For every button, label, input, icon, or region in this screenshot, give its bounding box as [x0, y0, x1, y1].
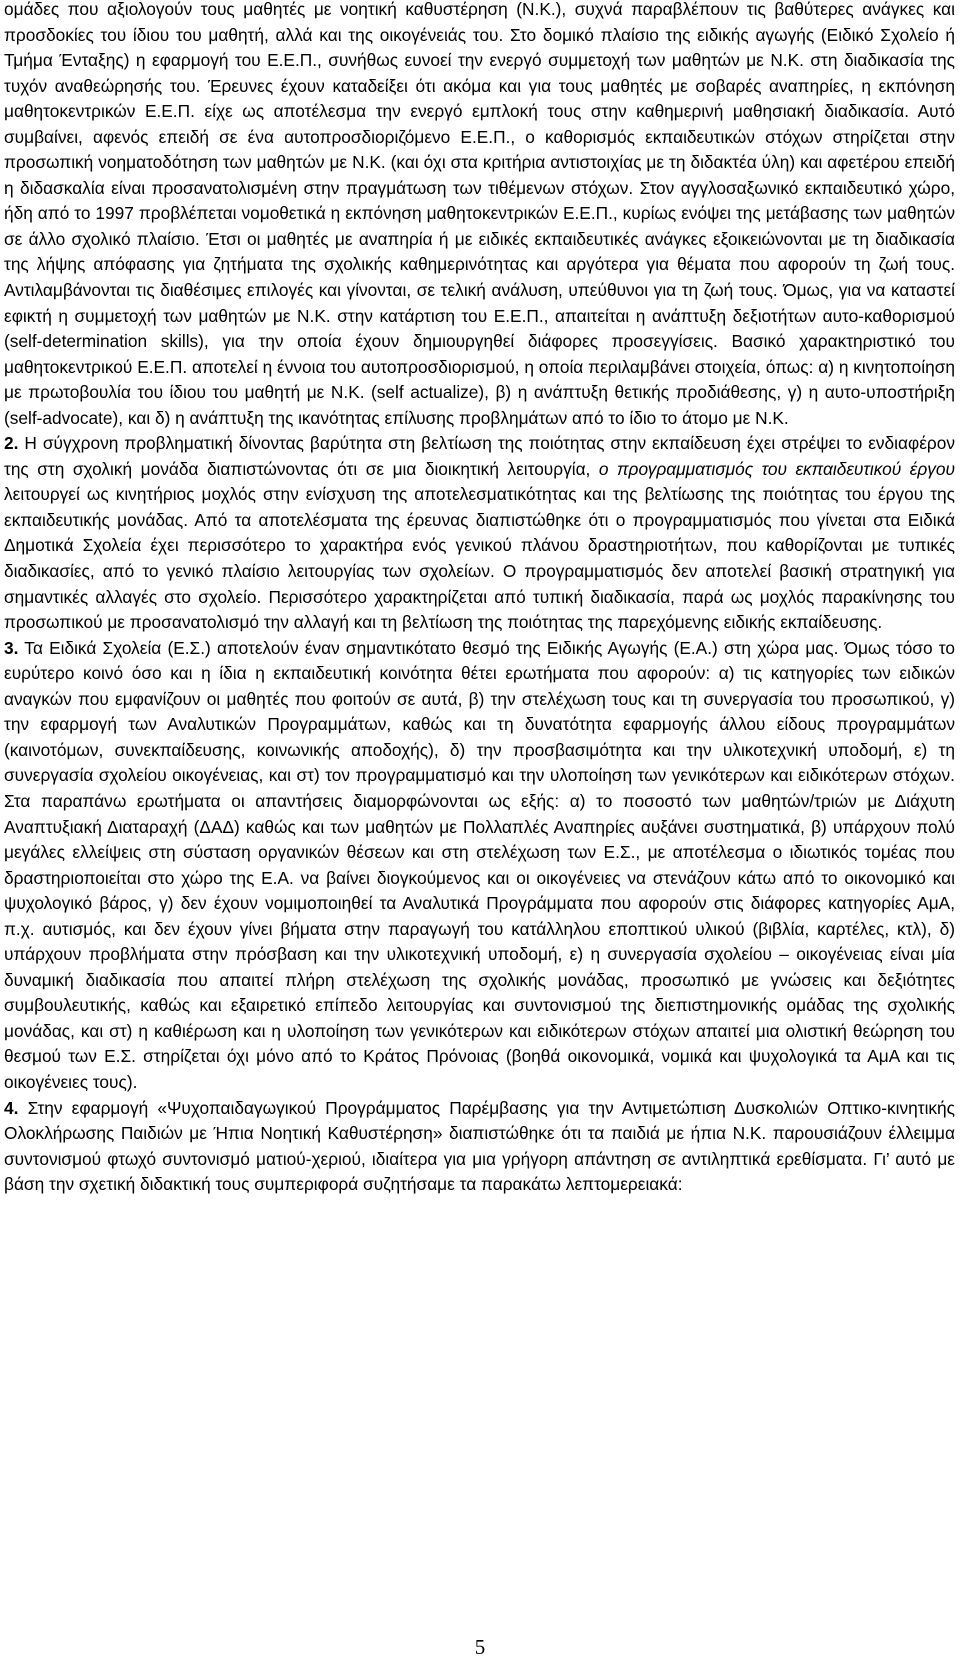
paragraph-3	[4, 636, 955, 1096]
body-text	[4, 0, 955, 1198]
paragraph-2-text-start: Η σύγχρονη προβληματική δίνοντας βαρύτητα στη βελτίωση της ποιότητας στην εκπαίδευση έχει στρέψει το ενδιαφέρον της στη σχολική μονάδα διαπιστώνοντας ότι σε μια διοικητική λειτουργία,	[4, 433, 955, 479]
section-number-3: 3.	[4, 637, 19, 658]
section-number-2: 2.	[4, 433, 19, 454]
page-number: 5	[474, 1635, 486, 1659]
paragraph-4-text: Στην εφαρμογή «Ψυχοπαιδαγωγικού Προγράμματος Παρέμβασης για την Αντιμετώπιση Δυσκολιών Οπτικο-κινητικής Ολοκλήρωσης Παιδιών με Ήπια Νοητική Καθυστέρηση» διαπιστώθηκε ότι τα παιδιά με ήπια Ν.Κ. παρουσιάζουν έλλειμμα συντονισμού φτωχό συντονισμό ματιού-χεριού, ιδιαίτερα για μια γρήγορη απάντηση σε αντιληπτικά ερεθίσματα. Γι’ αυτό με βάση την σχετική διδακτική τους συμπεριφορά συζητήσαμε τα παρακάτω λεπτομερειακά:	[4, 1097, 955, 1195]
paragraph-3-text: Τα Ειδικά Σχολεία (Ε.Σ.) αποτελούν έναν σημαντικότατο θεσμό της Ειδικής Αγωγής (Ε.Α.) στη χώρα μας. Όμως τόσο το ευρύτερο κοινό όσο και η ίδια η εκπαιδευτική κοινότητα θέτει ερωτήματα που αφορούν: α) τις κατηγορίες των ειδικών αναγκών που εμφανίζουν οι μαθητές που φοιτούν σε αυτά, β) την στελέχωση τους και τη συνεργασία του προσωπικού, γ) την εφαρμογή των Αναλυτικών Προγραμμάτων, καθώς και τη δυνατότητα εφαρμογής άλλου είδους προγραμμάτων (καινοτόμων, συνεκπαίδευσης, κοινωνικής αποδοχής), δ) την προσβασιμότητα και την υλικοτεχνική υποδομή, ε) τη συνεργασία σχολείου οικογένειας, και στ) τον προγραμματισμό και την υλοποίηση των γενικότερων και ειδικότερων στόχων. Στα παραπάνω ερωτήματα οι απαντήσεις διαμορφώνονται ως εξής: α) το ποσοστό των μαθητών/τριών με Διάχυτη Αναπτυξιακή Διαταραχή (ΔΑΔ) καθώς και των μαθητών με Πολλαπλές Αναπηρίες αυξάνει συστηματικά, β) υπάρχουν πολύ μεγάλες ελλείψεις στη σύσταση οργανικών θέσεων και στη στελέχωση των Ε.Σ., με αποτέλεσμα ο ιδιωτικός τομέας που δραστηριοποιείται στο χώρο της Ε.Α. να βαίνει διογκούμενος και οι οικογένειες να στενάζουν κάτω από το οικονομικό και ψυχολογικό βάρος, γ) δεν έχουν νομιμοποιηθεί τα Αναλυτικά Προγράμματα που αφορούν στις διάφορες κατηγορίες ΑμΑ, π.χ. αυτισμός, και δεν έχουν γίνει βήματα στην παραγωγή του κατάλληλου εποπτικού υλικού (βιβλία, καρτέλες, κτλ), δ) υπάρχουν προβλήματα στην πρόσβαση και την υλικοτεχνική υποδομή, ε) η συνεργασία σχολείου – οικογένειας είναι μία δυναμική διαδικασία που απαιτεί πλήρη στελέχωση της σχολικής μονάδας, προσωπικό με γνώσεις και δεξιότητες συμβουλευτικής, καθώς και εξαιρετικό επίπεδο λειτουργίας και συντονισμού της διεπιστημονικής ομάδας της σχολικής μονάδας, και στ) η καθιέρωση και η υλοποίηση των γενικότερων και ειδικότερων στόχων απαιτεί μια ολιστική θεώρηση του θεσμού των Ε.Σ. στηρίζεται όχι μόνο από το Κράτος Πρόνοιας (βοηθά οικονομικά, νομικά και ψυχολογικά τα ΑμΑ και τις οικογένειες τους).	[4, 637, 955, 1092]
paragraph-2	[4, 431, 955, 635]
paragraph-2-italic-phrase: ο προγραμματισμός του εκπαιδευτικού έργου	[598, 458, 955, 479]
paragraph-1: ομάδες που αξιολογούν τους μαθητές με νοητική καθυστέρηση (Ν.Κ.), συχνά παραβλέπουν τις βαθύτερες ανάγκες και προσδοκίες του ίδιου του μαθητή, αλλά και της οικογένειάς του. Στο δομικό πλαίσιο της ειδικής αγωγής (Ειδικό Σχολείο ή Τμήμα Ένταξης) η εφαρμογή του Ε.Ε.Π., συνήθως ευνοεί την ενεργό συμμετοχή των μαθητών με Ν.Κ. στη διαδικασία της τυχόν αναθεώρησής του. Έρευνες έχουν καταδείξει ότι ακόμα και για τους μαθητές με σοβαρές αναπηρίες, η εκπόνηση μαθητοκεντρικών Ε.Ε.Π. είχε ως αποτέλεσμα την ενεργό εμπλοκή τους στην καθημερινή μαθησιακή διαδικασία. Αυτό συμβαίνει, αφενός επειδή σε ένα αυτοπροσδιοριζόμενο Ε.Ε.Π., ο καθορισμός εκπαιδευτικών στόχων στηρίζεται στην προσωπική νοηματοδότηση των μαθητών με Ν.Κ. (και όχι στα κριτήρια αντιστοιχίας με τη διδακτέα ύλη) και αφετέρου επειδή η διδασκαλία είναι προσανατολισμένη στην πραγμάτωση των τιθέμενων στόχων. Στον αγγλοσαξωνικό εκπαιδευτικό χώρο, ήδη από το 1997 προβλέπεται νομοθετικά η εκπόνηση μαθητοκεντρικών Ε.Ε.Π., κυρίως ενόψει της μετάβασης των μαθητών σε άλλο σχολικό πλαίσιο. Έτσι οι μαθητές με αναπηρία ή με ειδικές εκπαιδευτικές ανάγκες εξοικειώνονται με τη διαδικασία της λήψης απόφασης για ζητήματα της σχολικής καθημερινότητας και αργότερα για θέματα που αφορούν τη ζωή τους. Αντιλαμβάνονται τις διαθέσιμες επιλογές και γίνονται, σε τελική ανάλυση, υπεύθυνοι για τη ζωή τους. Όμως, για να καταστεί εφικτή η συμμετοχή των μαθητών με Ν.Κ. στην κατάρτιση του Ε.Ε.Π., απαιτείται η ανάπτυξη δεξιοτήτων αυτο-καθορισμού (self-determination skills), για την οποία έχουν δημιουργηθεί διάφορες προσεγγίσεις. Βασικό χαρακτηριστικό του μαθητοκεντρικού Ε.Ε.Π. αποτελεί η έννοια του αυτοπροσδιορισμού, η οποία περιλαμβάνει στοιχεία, όπως: α) η κινητοποίηση με πρωτοβουλία του ίδιου του μαθητή με Ν.Κ. (self actualize), β) η ανάπτυξη θετικής προδιάθεσης, γ) η αυτο-υποστήριξη (self-advocate), και δ) η ανάπτυξη της ικανότητας επίλυσης προβλημάτων από το ίδιο το άτομο με Ν.Κ.	[4, 0, 955, 428]
paragraph-2-text-end: λειτουργεί ως κινητήριος μοχλός στην ενίσχυση της αποτελεσματικότητας και της βελτίωσης της ποιότητας του έργου της εκπαιδευτικής μονάδας. Από τα αποτελέσματα της έρευνας διαπιστώθηκε ότι ο προγραμματισμός που γίνεται στα Ειδικά Δημοτικά Σχολεία έχει περισσότερο το χαρακτήρα ενός γενικού πλάνου δραστηριοτήτων, που καθορίζονται με τυπικές διαδικασίες, από το γενικό πλαίσιο λειτουργίας των σχολείων. Ο προγραμματισμός δεν αποτελεί βασική στρατηγική για σημαντικές αλλαγές στο σχολείο. Περισσότερο χαρακτηρίζεται από τυπική διαδικασία, παρά ως μοχλός παρακίνησης του προσωπικού με προσανατολισμό την αλλαγή και τη βελτίωση της ποιότητας της παρεχόμενης ειδικής εκπαίδευσης.	[4, 484, 955, 633]
paragraph-4	[4, 1096, 955, 1198]
section-number-4: 4.	[4, 1097, 19, 1118]
